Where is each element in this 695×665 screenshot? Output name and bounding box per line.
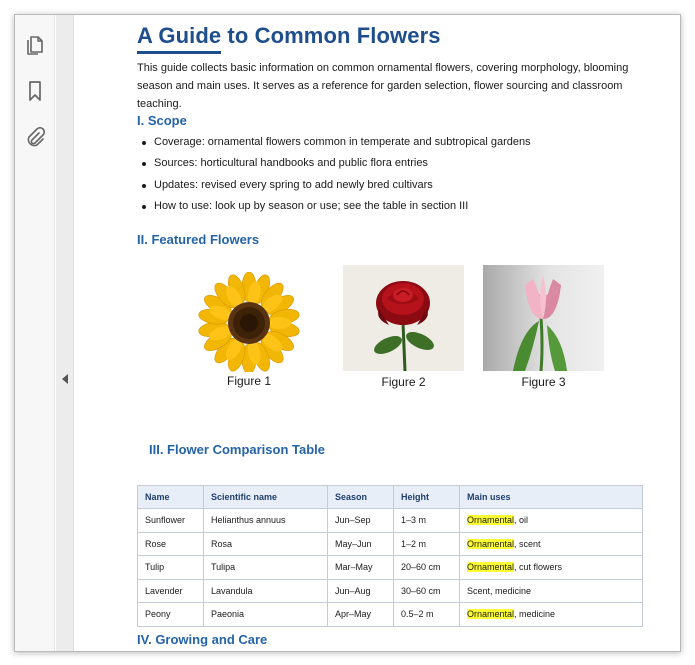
cell-season: Jun–Aug <box>328 579 394 603</box>
figure-tulip <box>483 265 604 389</box>
list-item <box>137 132 531 153</box>
cell-uses <box>460 603 643 627</box>
table-row <box>138 603 643 627</box>
figure-rose <box>343 265 464 389</box>
scope-list <box>137 132 531 217</box>
document-title: A Guide to Common Flowers <box>137 23 441 48</box>
uses-text: , medicine <box>514 609 556 620</box>
list-item <box>137 175 531 196</box>
list-item-text: How to use: look up by season or use; see the table in section III <box>154 199 469 212</box>
list-item-text: Updates: revised every spring to add newly bred cultivars <box>154 178 433 191</box>
list-item <box>137 196 531 217</box>
bookmark-icon[interactable] <box>22 78 48 104</box>
sunflower-image <box>191 272 307 372</box>
cell-scientific: Lavandula <box>204 579 328 603</box>
cell-season: May–Jun <box>328 532 394 556</box>
highlighted-text: Ornamental <box>467 515 515 526</box>
document-page <box>75 15 681 651</box>
table-row <box>138 556 643 580</box>
flower-comparison-table <box>137 485 643 627</box>
column-header: Main uses <box>460 486 643 509</box>
list-item-text: Sources: horticultural handbooks and public flora entries <box>154 157 428 170</box>
figure-sunflower <box>191 272 307 388</box>
cell-name: Tulip <box>138 556 204 580</box>
column-header: Name <box>138 486 204 509</box>
cell-uses <box>460 556 643 580</box>
highlighted-text: Ornamental <box>467 562 515 573</box>
attachment-icon[interactable] <box>22 124 48 150</box>
bullet <box>142 141 146 145</box>
uses-text: , oil <box>514 515 529 526</box>
intro-paragraph: This guide collects basic information on common ornamental flowers, covering morphology, blooming season and main uses. It serves as a reference for garden selection, flower sourcing and classroom teaching. <box>137 62 629 110</box>
section-heading-table: III. Flower Comparison Table <box>149 442 326 457</box>
cell-season: Mar–May <box>328 556 394 580</box>
cell-uses <box>460 509 643 533</box>
highlighted-text: Ornamental <box>467 609 515 620</box>
table-header-row <box>138 486 643 509</box>
collapse-sidebar-icon[interactable] <box>60 372 70 386</box>
viewer-sidebar <box>15 15 55 651</box>
cell-name: Sunflower <box>138 509 204 533</box>
section-heading-scope: I. Scope <box>137 113 187 128</box>
table-row <box>138 509 643 533</box>
column-header: Scientific name <box>204 486 328 509</box>
list-item-text: Coverage: ornamental flowers common in temperate and subtropical gardens <box>154 136 531 148</box>
sidebar-collapse-gutter <box>56 15 74 651</box>
cell-uses <box>460 579 643 603</box>
highlighted-text: Ornamental <box>467 538 515 549</box>
cell-name: Lavender <box>138 579 204 603</box>
figure-caption: Figure 2 <box>381 375 426 389</box>
rose-image <box>343 265 464 371</box>
cell-scientific: Tulipa <box>204 556 328 580</box>
bullet <box>142 184 146 188</box>
cell-height: 0.5–2 m <box>394 603 460 627</box>
cell-season: Jun–Sep <box>328 509 394 533</box>
cell-scientific: Helianthus annuus <box>204 509 328 533</box>
cell-height: 1–3 m <box>394 509 460 533</box>
list-item <box>137 153 531 174</box>
cell-scientific: Paeonia <box>204 603 328 627</box>
cell-uses <box>460 532 643 556</box>
figure-caption: Figure 3 <box>521 375 566 389</box>
uses-text: , scent <box>514 538 541 549</box>
cell-height: 30–60 cm <box>394 579 460 603</box>
cell-height: 20–60 cm <box>394 556 460 580</box>
cell-season: Apr–May <box>328 603 394 627</box>
table-row <box>138 532 643 556</box>
table-row <box>138 579 643 603</box>
column-header: Height <box>394 486 460 509</box>
tulip-image <box>483 265 604 371</box>
section-heading-featured: II. Featured Flowers <box>137 232 260 247</box>
title-underline <box>137 51 221 54</box>
uses-text: Scent, medicine <box>467 585 532 596</box>
figure-caption: Figure 1 <box>226 374 272 388</box>
bullet <box>142 205 146 209</box>
column-header: Season <box>328 486 394 509</box>
pdf-viewer-window <box>14 14 681 652</box>
cell-name: Rose <box>138 532 204 556</box>
pages-icon[interactable] <box>22 32 48 58</box>
section-heading-growing: IV. Growing and Care <box>137 632 268 647</box>
cell-scientific: Rosa <box>204 532 328 556</box>
uses-text: , cut flowers <box>514 562 563 573</box>
cell-name: Peony <box>138 603 204 627</box>
bullet <box>142 162 146 166</box>
cell-height: 1–2 m <box>394 532 460 556</box>
